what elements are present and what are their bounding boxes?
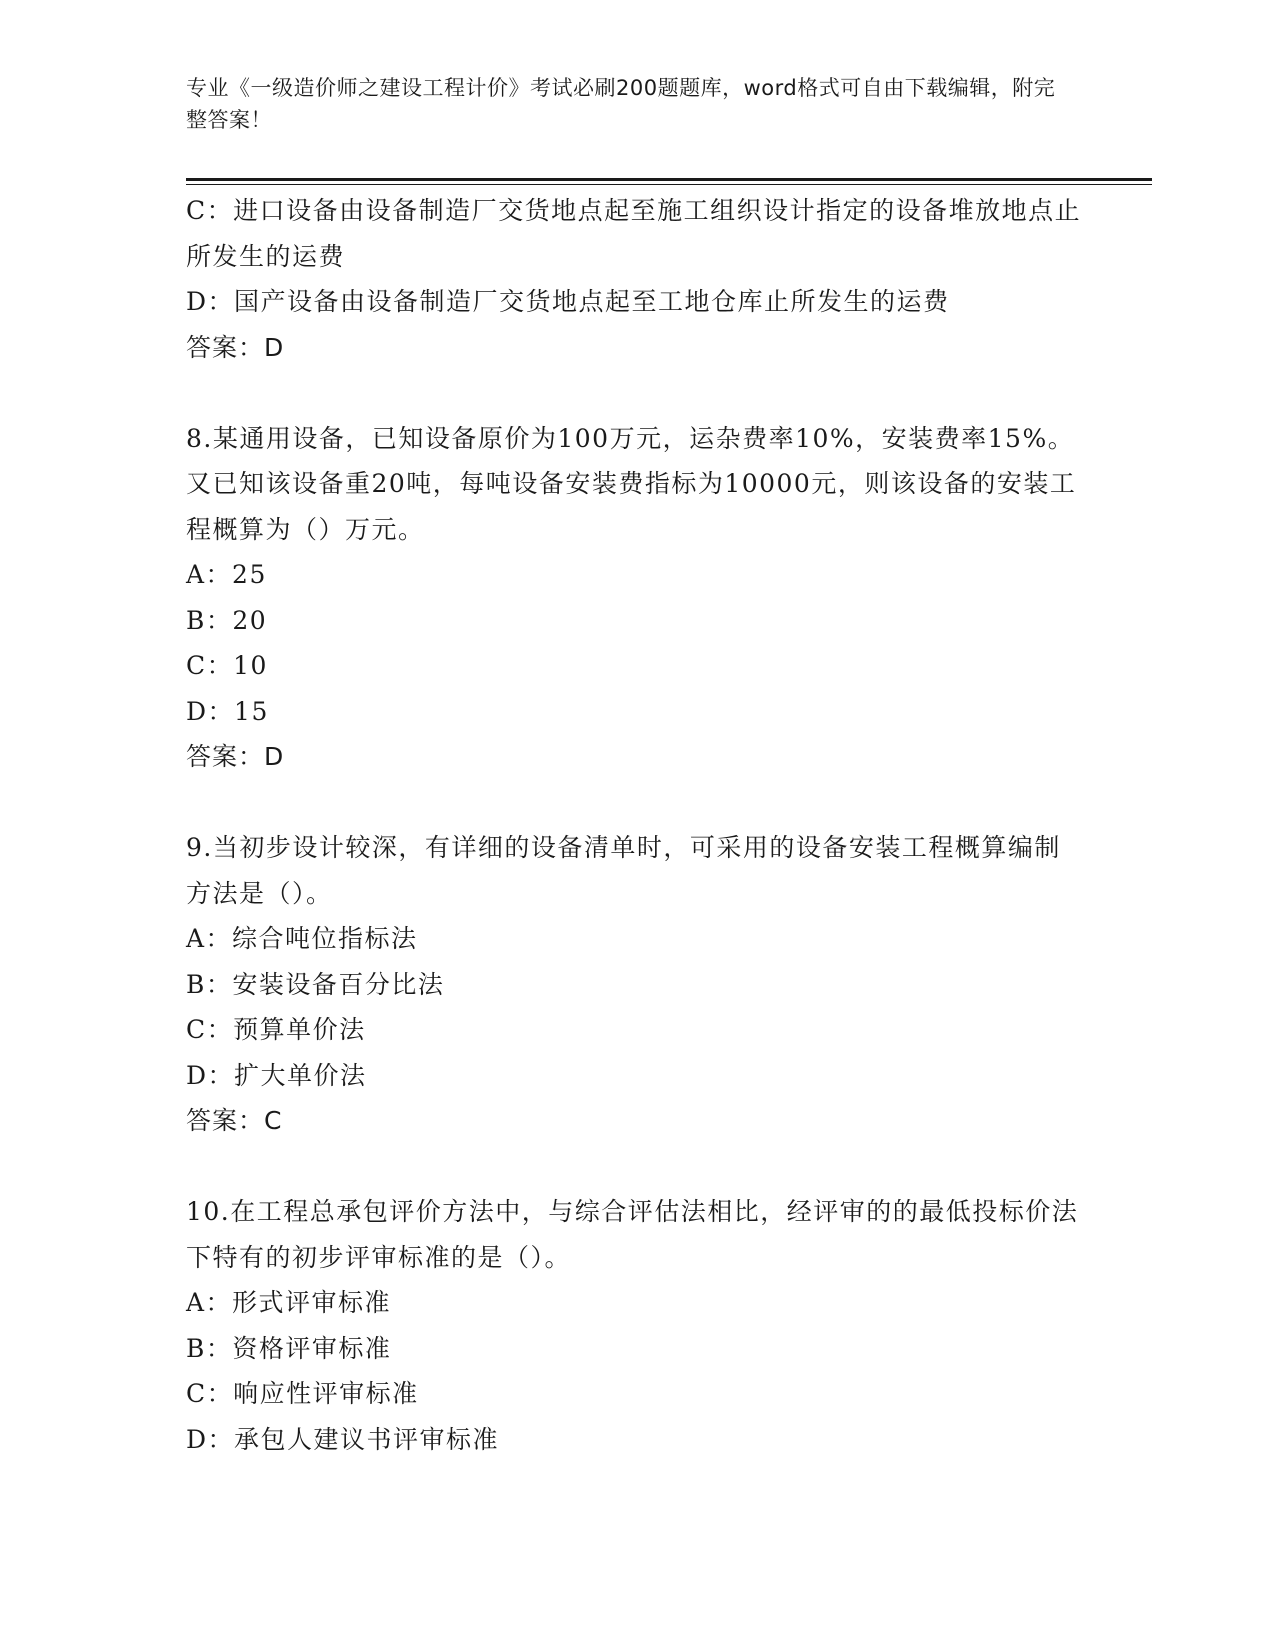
q8-option-a: A：25 [186, 560, 267, 589]
q10-option-c: C：响应性评审标准 [186, 1379, 419, 1408]
spacer [186, 1144, 1086, 1190]
spacer [186, 370, 1086, 416]
q8-option-c: C：10 [186, 651, 268, 680]
q9-answer: 答案：C [186, 1106, 283, 1135]
q8-answer: 答案：D [186, 742, 285, 771]
q8-option-d: D：15 [186, 696, 269, 726]
q9-option-a: A：综合吨位指标法 [186, 924, 418, 953]
q7-answer: 答案：D [186, 332, 285, 362]
header-divider-thin [186, 184, 1152, 185]
question-content [186, 188, 1086, 1462]
q7-option-d: D：国产设备由设备制造厂交货地点起至工地仓库止所发生的运费 [186, 287, 950, 316]
q7-option-c: C：进口设备由设备制造厂交货地点起至施工组织设计指定的设备堆放地点止所发生的运费 [186, 196, 1082, 271]
spacer [186, 780, 1086, 826]
q9-stem: 9.当初步设计较深，有详细的设备清单时，可采用的设备安装工程概算编制方法是（）。 [186, 833, 1061, 908]
page-header-title: 专业《一级造价师之建设工程计价》考试必刷200题题库，word格式可自由下载编辑，附完整答案！ [186, 76, 1056, 132]
q8-option-b: B：20 [186, 605, 268, 635]
q10-option-d: D：承包人建议书评审标准 [186, 1424, 500, 1454]
q9-option-c: C：预算单价法 [186, 1015, 366, 1044]
q10-option-b: B：资格评审标准 [186, 1333, 392, 1363]
q8-stem: 8.某通用设备，已知设备原价为100万元，运杂费率10%，安装费率15%。又已知该设备重20吨，每吨设备安装费指标为10000元，则该设备的安装工程概算为（）万元。 [186, 423, 1077, 544]
q10-stem: 10.在工程总承包评价方法中，与综合评估法相比，经评审的的最低投标价法下特有的初步评审标准的是（）。 [186, 1197, 1079, 1272]
q9-option-b: B：安装设备百分比法 [186, 969, 445, 999]
q9-option-d: D：扩大单价法 [186, 1060, 367, 1090]
q10-option-a: A：形式评审标准 [186, 1288, 392, 1317]
header-divider-thick [186, 178, 1152, 181]
